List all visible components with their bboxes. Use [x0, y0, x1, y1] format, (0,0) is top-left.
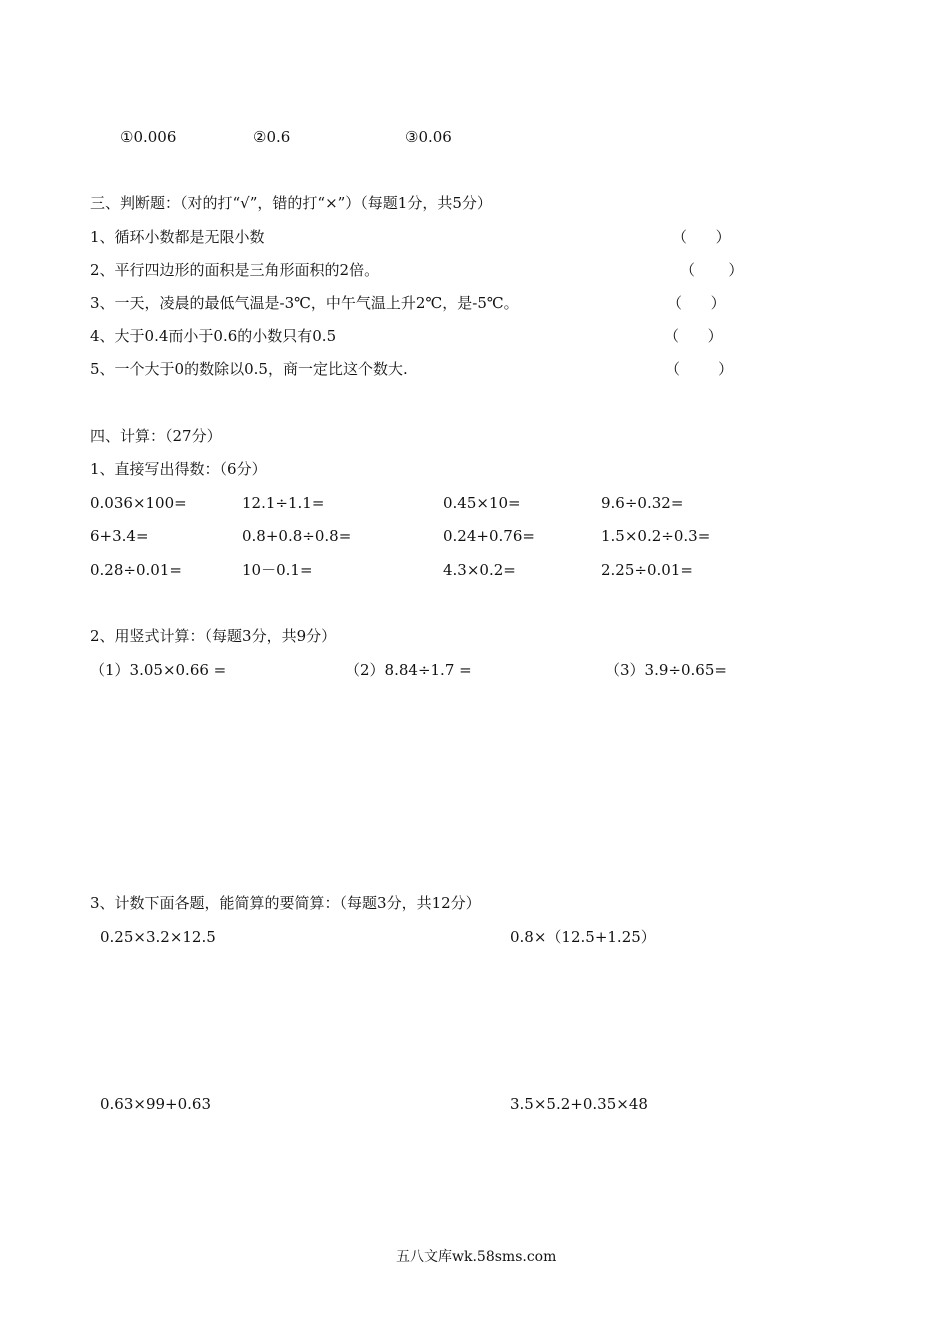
mental-math-item: 12.1÷1.1=: [242, 494, 325, 512]
mental-math-item: 9.6÷0.32=: [601, 494, 684, 512]
vertical-calc-item-1: （1）3.05×0.66 =: [90, 661, 227, 679]
part-3-heading: 3、计数下面各题，能简算的要简算：（每题3分，共12分）: [90, 894, 481, 912]
part-2-heading: 2、用竖式计算：（每题3分，共9分）: [90, 627, 337, 645]
option-3: ③0.06: [405, 128, 452, 146]
simplify-item-4: 3.5×5.2+0.35×48: [510, 1095, 648, 1113]
answer-parens-4: （ ）: [664, 327, 723, 345]
vertical-calc-item-2: （2）8.84÷1.7 =: [345, 661, 472, 679]
section-4-heading: 四、计算：（27分）: [90, 427, 222, 445]
mental-math-item: 0.45×10=: [443, 494, 521, 512]
mental-math-item: 1.5×0.2÷0.3=: [601, 527, 711, 545]
footer-watermark: 五八文库wk.58sms.com: [396, 1249, 557, 1265]
option-1: ①0.006: [120, 128, 177, 146]
answer-parens-3: （ ）: [667, 294, 726, 312]
simplify-item-3: 0.63×99+0.63: [100, 1095, 212, 1113]
judgement-item-3: 3、一天，凌晨的最低气温是-3℃，中午气温上升2℃，是-5℃。: [90, 294, 519, 312]
judgement-item-4: 4、大于0.4而小于0.6的小数只有0.5: [90, 327, 337, 345]
simplify-item-1: 0.25×3.2×12.5: [100, 928, 216, 946]
mental-math-item: 10－0.1=: [242, 561, 313, 579]
mental-math-item: 2.25÷0.01=: [601, 561, 693, 579]
mental-math-item: 4.3×0.2=: [443, 561, 516, 579]
answer-parens-2: （ ）: [680, 261, 744, 279]
simplify-item-2: 0.8×（12.5+1.25）: [510, 928, 656, 946]
judgement-item-1: 1、循环小数都是无限小数: [90, 228, 265, 246]
answer-parens-5: （ ）: [665, 360, 734, 378]
mental-math-item: 0.28÷0.01=: [90, 561, 182, 579]
answer-parens-1: （ ）: [672, 228, 731, 246]
section-3-heading: 三、判断题：（对的打“√”，错的打“×”）（每题1分，共5分）: [90, 194, 492, 212]
part-1-heading: 1、直接写出得数：（6分）: [90, 460, 267, 478]
option-2: ②0.6: [253, 128, 291, 146]
mental-math-item: 0.8+0.8÷0.8=: [242, 527, 352, 545]
judgement-item-5: 5、一个大于0的数除以0.5，商一定比这个数大.: [90, 360, 408, 378]
judgement-item-2: 2、平行四边形的面积是三角形面积的2倍。: [90, 261, 380, 279]
vertical-calc-item-3: （3）3.9÷0.65=: [605, 661, 727, 679]
mental-math-item: 0.24+0.76=: [443, 527, 535, 545]
mental-math-item: 6+3.4=: [90, 527, 149, 545]
mental-math-item: 0.036×100=: [90, 494, 187, 512]
